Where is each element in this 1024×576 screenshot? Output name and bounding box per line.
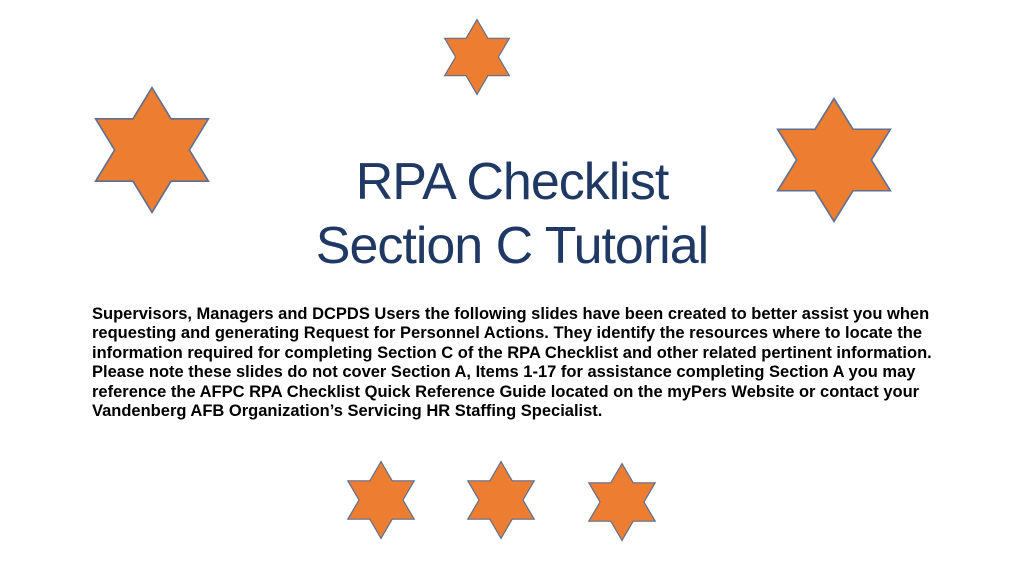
star-icon-bottom-left xyxy=(341,460,421,540)
star-icon-bottom-center xyxy=(461,460,541,540)
body-text: Supervisors, Managers and DCPDS Users the following slides have been created to better assist you when requesting and generating Request for Personnel Actions. They identify the resources where to locate the information required for completing Section C of the RPA Checklist and other related pertinent information. Please note these slides do not cover Section A, Items 1-17 for assistance completing Section A you may reference the AFPC RPA Checklist Quick Reference Guide located on the myPers Website or contact your Vandenberg AFB Organization’s Servicing HR Staffing Specialist. xyxy=(92,305,932,421)
title-line-2: Section C Tutorial xyxy=(315,217,709,275)
star-icon-top-center xyxy=(438,18,516,96)
title-line-1: RPA Checklist xyxy=(355,153,669,211)
slide-title xyxy=(200,150,824,278)
star-icon-bottom-right xyxy=(582,462,662,542)
